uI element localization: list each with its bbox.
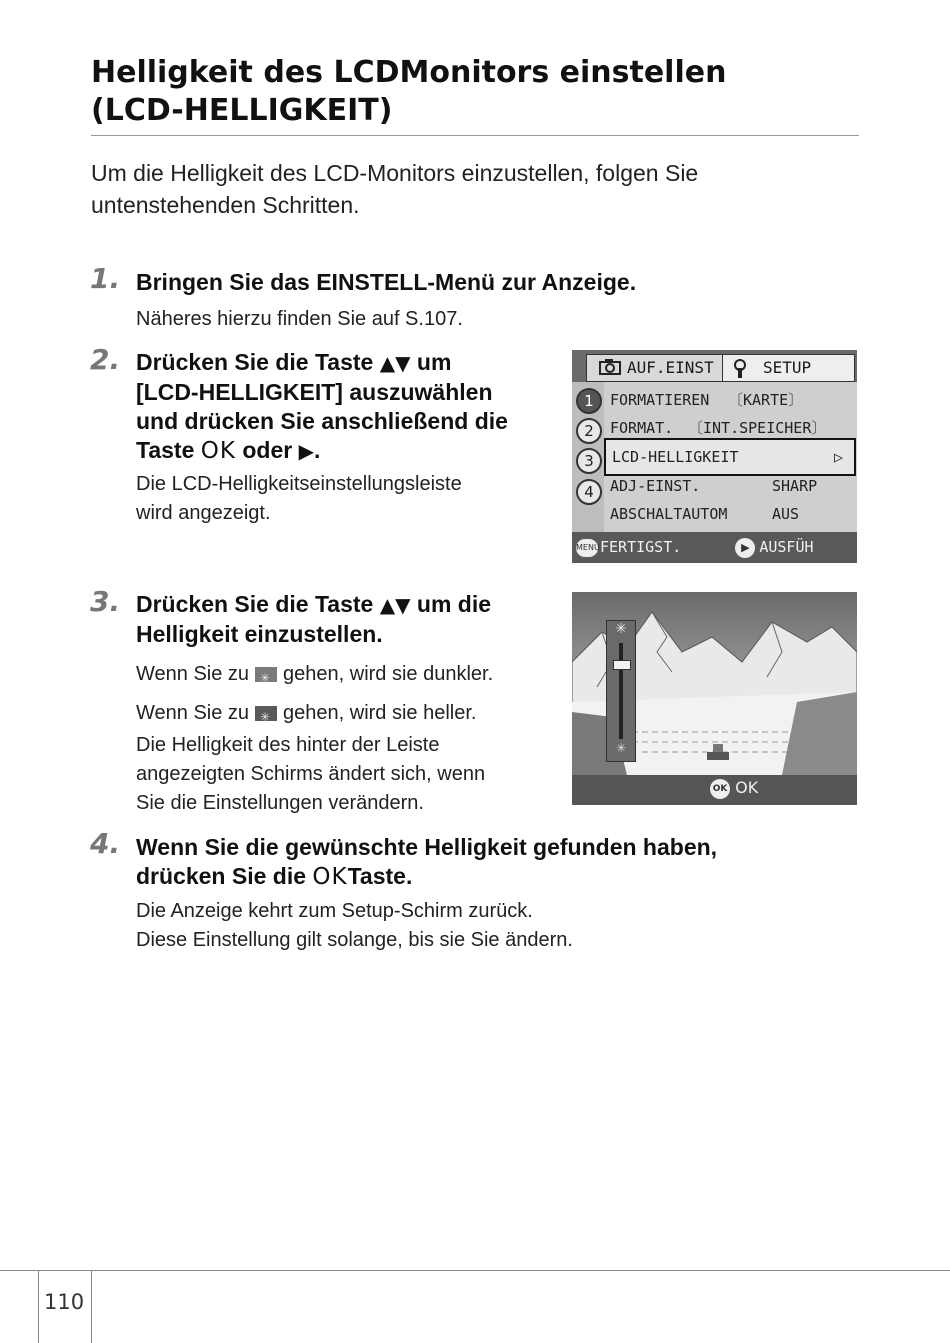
page-badge-4: 4 [576,479,602,505]
step-2-title-text: Taste [136,437,201,463]
step-3-body-line-5: Sie die Einstellungen verändern. [136,792,424,814]
tab-setup-label: SETUP [763,358,812,377]
slider-thumb [613,660,631,670]
menu-item-value: ▷ [834,448,844,466]
menu-item-value: 〔KARTE〕 [728,391,804,409]
tab-auf-einst-label: AUF.EINST [627,358,714,377]
step-2-title-text: um [410,349,452,375]
step-3-body-line-3: Die Helligkeit des hinter der Leiste [136,734,440,756]
step-3-body-dark [136,660,493,689]
step-3-title-line-2: Helligkeit einzustellen. [136,621,383,647]
step-4-number: 4. [90,827,121,860]
right-arrow-icon: ▶ [298,439,314,463]
up-down-arrows-icon: ▲▼ [379,593,411,617]
step-4-body [136,897,573,955]
menu-button-icon: MENU [576,539,598,557]
footer-divider-right [91,1270,92,1343]
title-line-1: Helligkeit des LCDMonitors einstellen [91,55,727,90]
wrench-icon [731,359,749,383]
ok-label: OK [735,778,759,797]
ok-circle-icon: OK [710,779,730,799]
step-4-body-line-1: Die Anzeige kehrt zum Setup-Schirm zurück. [136,900,533,922]
tab-auf-einst [586,354,731,382]
footer-rule [0,1270,950,1271]
menu-item-label: FORMATIEREN [610,391,710,409]
menu-item-adj-einst [610,472,854,500]
step-2-title-text: Drücken Sie die Taste [136,349,380,375]
intro-line-2: untenstehenden Schritten. [91,192,360,218]
menu-item-lcd-helligkeit [604,438,856,476]
step-3-bright-text: Wenn Sie zu [136,702,250,724]
step-1-body: Näheres hierzu finden Sie auf S.107. [136,308,463,330]
menu-item-label: FORMAT. [610,419,674,437]
step-2-body-line-1: Die LCD-Helligkeitseinstellungsleiste [136,473,462,495]
step-3-dark-text: Wenn Sie zu [136,663,250,685]
step-3-bright-text: gehen, wird sie heller. [283,702,477,724]
footer-done-label: FERTIGST. [600,538,682,556]
up-down-arrows-icon: ▲▼ [379,351,411,375]
step-1-number: 1. [90,262,121,295]
step-2-title-line-3: und drücken Sie anschließend die [136,408,508,434]
step-2-title [136,348,556,466]
step-3-number: 3. [90,585,121,618]
page-badge-1: 1 [576,388,602,414]
page-title [91,54,861,130]
page-badge-2: 2 [576,418,602,444]
step-4-title-line-1: Wenn Sie die gewünschte Helligkeit gefunden haben, [136,834,718,860]
step-2-title-text: . [313,437,321,463]
menu-item-formatieren [610,386,854,414]
intro-paragraph [91,157,851,221]
slider-track [619,643,623,739]
step-4-title-text: Taste. [347,863,413,889]
step-3-title-text: Drücken Sie die Taste [136,591,380,617]
brightness-low-icon [255,667,277,682]
step-2-number: 2. [90,343,121,376]
brightness-high-icon: ✳ [615,621,627,637]
page-badge-3: 3 [576,448,602,474]
brightness-slider [606,620,636,762]
footer-divider-left [38,1270,39,1343]
menu-item-label: LCD-HELLIGKEIT [612,448,739,466]
footer-run-label: AUSFÜH [759,538,814,556]
ok-button-icon: OK [200,438,236,464]
step-4-title [136,833,856,892]
camera-icon [599,359,621,379]
step-4-title-text: drücken Sie die [136,863,313,889]
step-2-body [136,470,462,528]
step-2-body-line-2: wird angezeigt. [136,502,271,524]
play-icon: ▶ [735,538,755,558]
menu-footer [572,532,857,563]
intro-line-1: Um die Helligkeit des LCD-Monitors einzustellen, folgen Sie [91,160,699,186]
step-3-body-bright [136,699,476,728]
menu-page-column [572,382,604,532]
step-1-title: Bringen Sie das EINSTELL-Menü zur Anzeige. [136,269,637,295]
title-line-2: (LCD-HELLIGKEIT) [91,93,393,128]
step-3-body-line-4: angezeigten Schirms ändert sich, wenn [136,763,486,785]
step-3-title-text: um die [410,591,492,617]
step-4-body-line-2: Diese Einstellung gilt solange, bis sie Sie ändern. [136,929,573,951]
menu-item-label: ADJ-EINST. [610,477,701,495]
brightness-high-icon [255,706,277,721]
step-3-dark-text: gehen, wird sie dunkler. [283,663,494,685]
step-3-title [136,590,556,649]
tab-setup [722,354,855,382]
step-2-title-text: oder [235,437,299,463]
step-3-body-extra [136,731,485,818]
menu-item-abschaltautom [610,500,854,528]
step-2-title-line-2: [LCD-HELLIGKEIT] auszuwählen [136,379,493,405]
ok-button-icon: OK [312,864,348,890]
ok-hint [710,777,758,799]
title-divider [91,135,859,136]
menu-item-value: 〔INT.SPEICHER〕 [688,419,827,437]
brightness-low-icon: ✳ [615,741,627,755]
menu-item-label: ABSCHALTAUTOM [610,505,728,523]
menu-tab-bar [572,350,857,382]
page-number: 110 [44,1290,85,1314]
menu-item-value: SHARP [772,477,818,495]
menu-item-value: AUS [772,505,800,523]
setup-menu-screenshot [572,350,857,563]
brightness-screenshot [572,592,857,805]
